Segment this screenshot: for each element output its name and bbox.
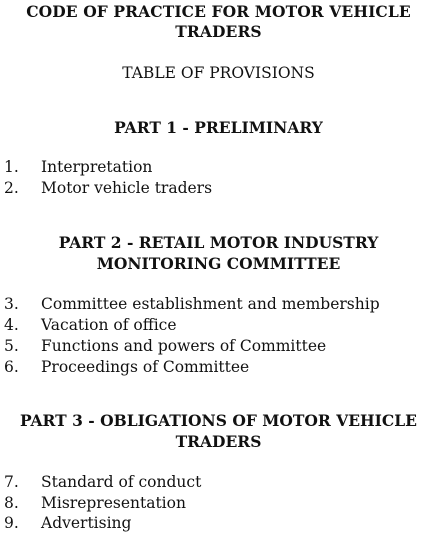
provision-label: Interpretation (41, 158, 153, 176)
part-1-heading (0, 117, 437, 138)
provision-item-3[interactable] (0, 294, 437, 315)
provision-item-4[interactable] (0, 315, 437, 336)
provision-number: 9. (4, 514, 19, 532)
provision-label: Vacation of office (41, 316, 177, 334)
provision-number: 2. (4, 179, 19, 197)
part-2-heading (0, 232, 437, 274)
provision-item-2[interactable] (0, 178, 437, 199)
document-title (0, 2, 437, 42)
provision-label: Committee establishment and membership (41, 295, 380, 313)
provision-number: 8. (4, 494, 19, 512)
document-title-line-1: CODE OF PRACTICE FOR MOTOR VEHICLE (26, 2, 411, 21)
provision-label: Misrepresentation (41, 494, 186, 512)
provision-item-8[interactable] (0, 493, 437, 514)
provision-label: Advertising (41, 514, 132, 532)
provision-label: Standard of conduct (41, 473, 202, 491)
provision-number: 5. (4, 337, 19, 355)
document-title-line-2: TRADERS (175, 22, 262, 41)
provision-number: 1. (4, 158, 19, 176)
part-3-heading (0, 410, 437, 452)
provision-number: 4. (4, 316, 19, 334)
provision-number: 6. (4, 358, 19, 376)
provision-label: Functions and powers of Committee (41, 337, 327, 355)
part-2-heading-line-2: MONITORING COMMITTEE (96, 254, 341, 273)
provision-label: Proceedings of Committee (41, 358, 250, 376)
part-3-heading-line-2: TRADERS (175, 432, 262, 451)
part-1-heading-line-1: PART 1 - PRELIMINARY (114, 118, 323, 137)
provision-number: 3. (4, 295, 19, 313)
provision-item-1[interactable] (0, 157, 437, 178)
provision-item-5[interactable] (0, 336, 437, 357)
provision-label: Motor vehicle traders (41, 179, 213, 197)
provision-number: 7. (4, 473, 19, 491)
part-2-heading-line-1: PART 2 - RETAIL MOTOR INDUSTRY (58, 233, 379, 252)
part-3-heading-line-1: PART 3 - OBLIGATIONS OF MOTOR VEHICLE (20, 411, 417, 430)
table-of-provisions-heading: TABLE OF PROVISIONS (122, 64, 315, 82)
provision-item-7[interactable] (0, 472, 437, 493)
provision-item-9[interactable] (0, 513, 437, 534)
provision-item-6[interactable] (0, 357, 437, 378)
